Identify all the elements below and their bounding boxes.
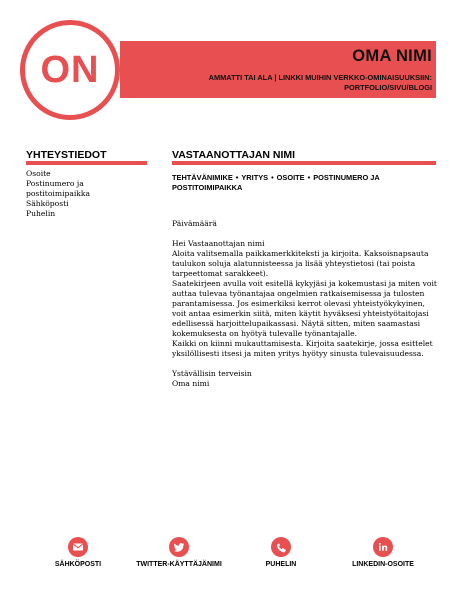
recipient-postal: POSTINUMERO JA POSTITOIMIPAIKKA <box>172 173 380 192</box>
footer-phone[interactable] <box>226 537 336 568</box>
recipient-address: OSOITE <box>276 173 305 182</box>
footer-phone-label: PUHELIN <box>265 561 297 568</box>
letter-greeting: Hei Vastaanottajan nimi <box>172 239 265 248</box>
linkedin-icon <box>373 537 393 557</box>
recipient-details[interactable] <box>172 173 427 193</box>
separator-dot: • <box>307 173 311 182</box>
footer-linkedin-label: LINKEDIN-OSOITE <box>352 561 414 568</box>
contact-postal[interactable]: Postinumero ja postitoimipaikka <box>26 179 91 198</box>
applicant-name[interactable]: OMA NIMI <box>352 47 432 65</box>
letter-date: Päivämäärä <box>172 219 217 228</box>
subtitle-line-1: AMMATTI TAI ALA | LINKKI MUIHIN VERKKO-OMINAISUUKSIIN: <box>208 73 432 82</box>
email-icon <box>68 537 88 557</box>
contact-list <box>26 169 126 219</box>
letter-paragraph: Aloita valitsemalla paikkamerkkiteksti ja kirjoita. Kaksoisnapsauta taulukon soluja alatunnisteessa ja lisää yhteystietosi (tai poista tarpeettomat sarakkeet). <box>172 249 429 278</box>
phone-icon <box>271 537 291 557</box>
separator-dot: • <box>271 173 274 182</box>
footer-twitter-label: TWITTER-KÄYTTÄJÄNIMI <box>136 561 222 568</box>
monogram-initials[interactable]: ON <box>40 48 100 91</box>
letter-paragraph: Saatekirjeen avulla voit esitellä kykyjäsi ja kokemustasi ja miten voit auttaa tulevaa työnantajaa ongelmien ratkaisemisessa ja tulosten parantamisessa. Jos esimerkiksi kerrot olevasi yhteistyökykyinen, voit antaa esimerkin siitä, miten käytit hyväksesi yhteistyötaitojasi edellisessä harjoittelupaikassasi. Näytä sitten, miten saamastasi kokemuksesta on hyötyä tulevalle työnantajalle. <box>172 279 437 338</box>
subtitle-line-2: PORTFOLIO/SIVU/BLOGI <box>344 83 432 92</box>
letter-closing: Ystävällisin terveisin <box>172 369 252 378</box>
recipient-rule <box>172 161 436 165</box>
monogram-circle <box>20 20 120 120</box>
footer-twitter[interactable] <box>124 537 234 568</box>
letter-paragraph: Kaikki on kiinni mukauttamisesta. Kirjoita saatekirje, jossa esittelet yksilöllisesti itsesi ja miten yritys hyötyy sinusta tulevaisuudessa. <box>172 339 433 358</box>
footer-email[interactable] <box>23 537 133 568</box>
contact-rule <box>26 161 147 165</box>
recipient-company: YRITYS <box>241 173 269 182</box>
recipient-job-title: TEHTÄVÄNIMIKE <box>172 173 233 182</box>
contact-phone[interactable]: Puhelin <box>26 209 56 218</box>
letter-signature: Oma nimi <box>172 379 210 388</box>
header-subtitle[interactable] <box>152 73 432 93</box>
footer-email-label: SÄHKÖPOSTI <box>54 561 102 568</box>
twitter-icon <box>169 537 189 557</box>
recipient-heading[interactable]: VASTAANOTTAJAN NIMI <box>172 149 296 161</box>
contact-heading[interactable]: YHTEYSTIEDOT <box>26 149 107 161</box>
contact-address[interactable]: Osoite <box>26 169 51 178</box>
separator-dot: • <box>235 173 239 182</box>
contact-email[interactable]: Sähköposti <box>26 199 69 208</box>
letter-body[interactable] <box>172 219 437 389</box>
footer-linkedin[interactable] <box>328 537 438 568</box>
